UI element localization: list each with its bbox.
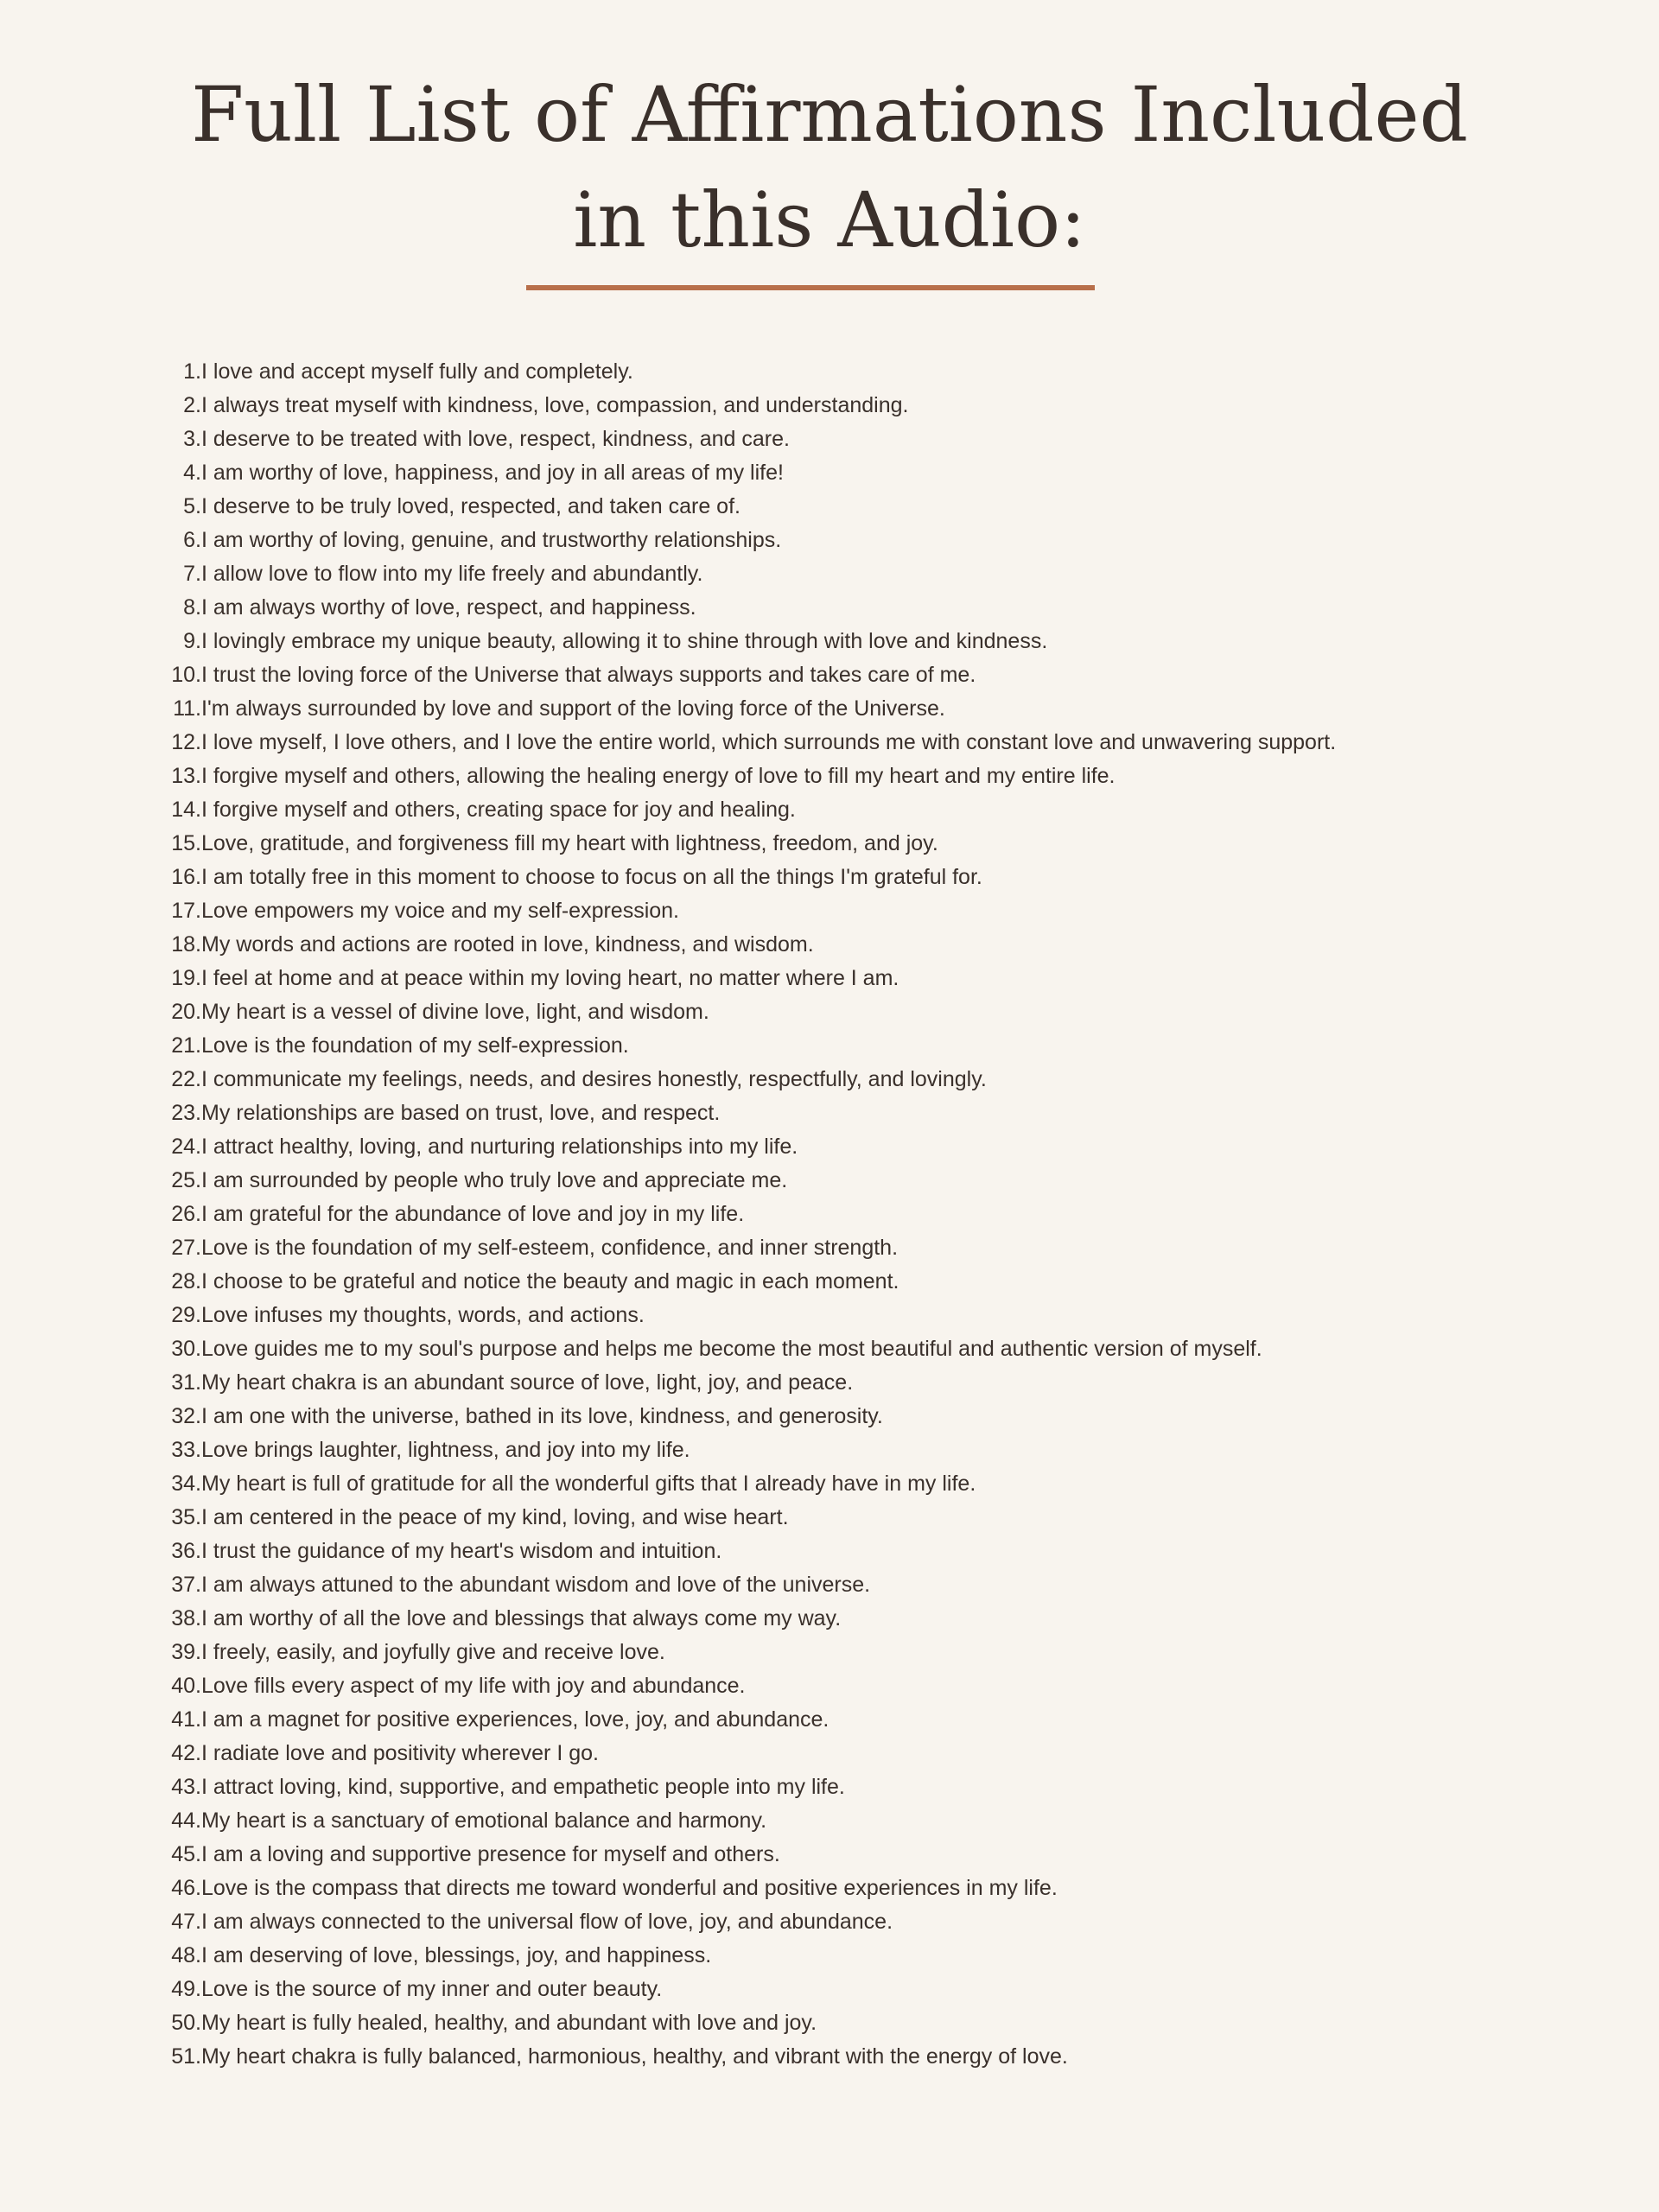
affirmation-text: I am totally free in this moment to choose to focus on all the things I'm grateful for. [201, 865, 982, 889]
affirmation-text: I attract loving, kind, supportive, and empathetic people into my life. [201, 1775, 845, 1799]
affirmation-text: My relationships are based on trust, love, and respect. [201, 1101, 721, 1125]
affirmation-item [0, 962, 1659, 995]
affirmation-item [0, 557, 1659, 591]
affirmation-text: I am worthy of all the love and blessings that always come my way. [201, 1606, 842, 1630]
affirmation-number: 47. [171, 1910, 201, 1934]
affirmation-item [0, 760, 1659, 793]
affirmation-item [0, 995, 1659, 1029]
title-underline-divider [526, 285, 1095, 290]
affirmation-number: 45. [171, 1842, 201, 1866]
affirmation-number: 31. [171, 1370, 201, 1395]
affirmation-number: 38. [171, 1606, 201, 1630]
affirmation-number: 26. [171, 1202, 201, 1226]
affirmation-text: Love is the foundation of my self-esteem, confidence, and inner strength. [201, 1236, 899, 1260]
affirmation-number: 7. [183, 562, 201, 586]
affirmation-number: 6. [183, 528, 201, 552]
affirmation-number: 41. [171, 1707, 201, 1732]
affirmation-item [0, 1939, 1659, 1973]
affirmation-item [0, 1063, 1659, 1096]
affirmation-text: I am always worthy of love, respect, and happiness. [201, 595, 696, 620]
affirmation-item [0, 1433, 1659, 1467]
affirmation-number: 42. [171, 1741, 201, 1765]
affirmation-text: I forgive myself and others, allowing the healing energy of love to fill my heart and my entire life. [201, 764, 1116, 788]
affirmation-text: Love is the foundation of my self-expression. [201, 1033, 629, 1058]
affirmation-text: I am worthy of love, happiness, and joy in all areas of my life! [201, 461, 784, 485]
affirmation-number: 37. [171, 1573, 201, 1597]
affirmation-text: My heart is a sanctuary of emotional balance and harmony. [201, 1808, 767, 1833]
affirmation-text: I attract healthy, loving, and nurturing relationships into my life. [201, 1135, 798, 1159]
affirmation-item [0, 1299, 1659, 1332]
affirmation-item [0, 1332, 1659, 1366]
affirmation-text: I always treat myself with kindness, love, compassion, and understanding. [201, 393, 909, 417]
affirmation-item [0, 1905, 1659, 1939]
affirmation-text: I am surrounded by people who truly love and appreciate me. [201, 1168, 788, 1192]
affirmation-number: 32. [171, 1404, 201, 1428]
affirmation-number: 15. [171, 831, 201, 855]
affirmation-text: I am one with the universe, bathed in its love, kindness, and generosity. [201, 1404, 883, 1428]
affirmation-item [0, 1366, 1659, 1400]
affirmation-text: Love, gratitude, and forgiveness fill my heart with lightness, freedom, and joy. [201, 831, 938, 855]
affirmation-text: My heart is a vessel of divine love, light, and wisdom. [201, 1000, 709, 1024]
affirmation-number: 16. [171, 865, 201, 889]
affirmation-item [0, 1703, 1659, 1737]
affirmation-item [0, 1568, 1659, 1602]
affirmation-item [0, 1973, 1659, 2006]
affirmation-number: 21. [171, 1033, 201, 1058]
affirmation-text: I am always connected to the universal flow of love, joy, and abundance. [201, 1910, 893, 1934]
affirmation-item [0, 1602, 1659, 1636]
affirmation-text: I love and accept myself fully and completely. [201, 359, 633, 384]
affirmation-item [0, 2040, 1659, 2074]
affirmation-text: My heart chakra is fully balanced, harmonious, healthy, and vibrant with the energy of love. [201, 2044, 1068, 2069]
affirmation-text: My words and actions are rooted in love, kindness, and wisdom. [201, 932, 814, 957]
affirmation-number: 46. [171, 1876, 201, 1900]
affirmation-number: 24. [171, 1135, 201, 1159]
affirmation-number: 28. [171, 1269, 201, 1294]
affirmation-text: Love brings laughter, lightness, and joy into my life. [201, 1438, 690, 1462]
affirmation-item [0, 1130, 1659, 1164]
affirmation-number: 29. [171, 1303, 201, 1327]
affirmation-text: I allow love to flow into my life freely and abundantly. [201, 562, 703, 586]
affirmation-text: Love empowers my voice and my self-expression. [201, 899, 680, 923]
affirmation-item [0, 1501, 1659, 1535]
affirmation-number: 48. [171, 1943, 201, 1967]
affirmation-number: 18. [171, 932, 201, 957]
affirmation-item [0, 1838, 1659, 1872]
affirmation-number: 39. [171, 1640, 201, 1664]
affirmation-item [0, 1231, 1659, 1265]
affirmation-text: I am deserving of love, blessings, joy, and happiness. [201, 1943, 712, 1967]
affirmation-item [0, 1029, 1659, 1063]
affirmation-text: I deserve to be treated with love, respect, kindness, and care. [201, 427, 790, 451]
affirmation-number: 30. [171, 1337, 201, 1361]
affirmation-item [0, 1400, 1659, 1433]
affirmation-item [0, 827, 1659, 861]
affirmation-text: I deserve to be truly loved, respected, and taken care of. [201, 494, 741, 518]
affirmation-text: I am grateful for the abundance of love and joy in my life. [201, 1202, 745, 1226]
affirmation-text: Love guides me to my soul's purpose and helps me become the most beautiful and authentic version of myself. [201, 1337, 1262, 1361]
affirmation-number: 14. [171, 798, 201, 822]
affirmation-text: I am centered in the peace of my kind, loving, and wise heart. [201, 1505, 789, 1529]
affirmation-item [0, 1737, 1659, 1770]
affirmation-item [0, 423, 1659, 456]
affirmation-item [0, 1872, 1659, 1905]
affirmation-text: Love is the compass that directs me toward wonderful and positive experiences in my life. [201, 1876, 1058, 1900]
affirmation-number: 33. [171, 1438, 201, 1462]
affirmation-text: I am worthy of loving, genuine, and trustworthy relationships. [201, 528, 782, 552]
affirmation-item [0, 1770, 1659, 1804]
affirmation-item [0, 1164, 1659, 1198]
affirmation-number: 9. [183, 629, 201, 653]
affirmation-item [0, 726, 1659, 760]
affirmation-text: I lovingly embrace my unique beauty, allowing it to shine through with love and kindness. [201, 629, 1048, 653]
affirmation-number: 1. [183, 359, 201, 384]
affirmation-item [0, 591, 1659, 625]
affirmation-item [0, 793, 1659, 827]
affirmation-number: 34. [171, 1471, 201, 1496]
affirmation-item [0, 1096, 1659, 1130]
affirmation-number: 25. [171, 1168, 201, 1192]
affirmation-item [0, 456, 1659, 490]
affirmation-number: 5. [183, 494, 201, 518]
affirmation-number: 12. [171, 730, 201, 754]
affirmation-item [0, 524, 1659, 557]
affirmation-number: 51. [171, 2044, 201, 2069]
affirmation-number: 11. [173, 696, 201, 721]
affirmation-item [0, 1198, 1659, 1231]
affirmation-text: I love myself, I love others, and I love the entire world, which surrounds me with constant love and unwavering support. [201, 730, 1337, 754]
affirmation-item [0, 658, 1659, 692]
affirmation-text: My heart is full of gratitude for all the wonderful gifts that I already have in my life. [201, 1471, 976, 1496]
affirmation-number: 10. [171, 663, 201, 687]
affirmation-text: I freely, easily, and joyfully give and receive love. [201, 1640, 665, 1664]
affirmation-number: 44. [171, 1808, 201, 1833]
affirmation-item [0, 355, 1659, 389]
affirmation-item [0, 1535, 1659, 1568]
affirmation-number: 43. [171, 1775, 201, 1799]
affirmation-number: 23. [171, 1101, 201, 1125]
affirmation-text: I am a loving and supportive presence for myself and others. [201, 1842, 780, 1866]
affirmation-text: My heart chakra is an abundant source of love, light, joy, and peace. [201, 1370, 854, 1395]
affirmation-item [0, 625, 1659, 658]
affirmation-number: 36. [171, 1539, 201, 1563]
affirmation-item [0, 490, 1659, 524]
affirmation-text: My heart is fully healed, healthy, and abundant with love and joy. [201, 2011, 817, 2035]
affirmation-text: I forgive myself and others, creating space for joy and healing. [201, 798, 796, 822]
affirmation-number: 27. [171, 1236, 201, 1260]
affirmation-number: 19. [171, 966, 201, 990]
affirmation-text: I choose to be grateful and notice the beauty and magic in each moment. [201, 1269, 899, 1294]
page-title-line-1: Full List of Affirmations Included [191, 70, 1468, 159]
affirmation-item [0, 928, 1659, 962]
affirmation-number: 20. [171, 1000, 201, 1024]
affirmation-item [0, 894, 1659, 928]
page-title-line-2: in this Audio: [573, 175, 1086, 264]
affirmation-number: 3. [183, 427, 201, 451]
affirmation-number: 13. [171, 764, 201, 788]
affirmation-text: I am a magnet for positive experiences, love, joy, and abundance. [201, 1707, 830, 1732]
affirmation-text: I communicate my feelings, needs, and desires honestly, respectfully, and lovingly. [201, 1067, 987, 1091]
affirmation-item [0, 2006, 1659, 2040]
affirmation-item [0, 1669, 1659, 1703]
affirmation-item [0, 1804, 1659, 1838]
affirmation-text: I feel at home and at peace within my loving heart, no matter where I am. [201, 966, 899, 990]
affirmation-number: 35. [171, 1505, 201, 1529]
page-title [0, 62, 1659, 273]
affirmation-number: 49. [171, 1977, 201, 2001]
affirmation-text: I trust the loving force of the Universe that always supports and takes care of me. [201, 663, 976, 687]
affirmation-text: Love is the source of my inner and outer beauty. [201, 1977, 663, 2001]
affirmation-number: 22. [171, 1067, 201, 1091]
affirmation-text: I trust the guidance of my heart's wisdom and intuition. [201, 1539, 722, 1563]
affirmation-item [0, 389, 1659, 423]
affirmation-text: Love fills every aspect of my life with joy and abundance. [201, 1674, 746, 1698]
affirmation-text: I radiate love and positivity wherever I go. [201, 1741, 599, 1765]
affirmation-text: I am always attuned to the abundant wisdom and love of the universe. [201, 1573, 871, 1597]
affirmation-item [0, 861, 1659, 894]
affirmation-number: 17. [171, 899, 201, 923]
affirmations-list [0, 355, 1659, 2074]
affirmation-item [0, 692, 1659, 726]
affirmation-number: 50. [171, 2011, 201, 2035]
affirmation-number: 40. [171, 1674, 201, 1698]
affirmation-item [0, 1265, 1659, 1299]
affirmation-item [0, 1636, 1659, 1669]
affirmation-item [0, 1467, 1659, 1501]
affirmation-number: 4. [183, 461, 201, 485]
affirmation-number: 8. [183, 595, 201, 620]
affirmation-text: I'm always surrounded by love and support of the loving force of the Universe. [201, 696, 945, 721]
affirmation-number: 2. [183, 393, 201, 417]
affirmation-text: Love infuses my thoughts, words, and actions. [201, 1303, 645, 1327]
